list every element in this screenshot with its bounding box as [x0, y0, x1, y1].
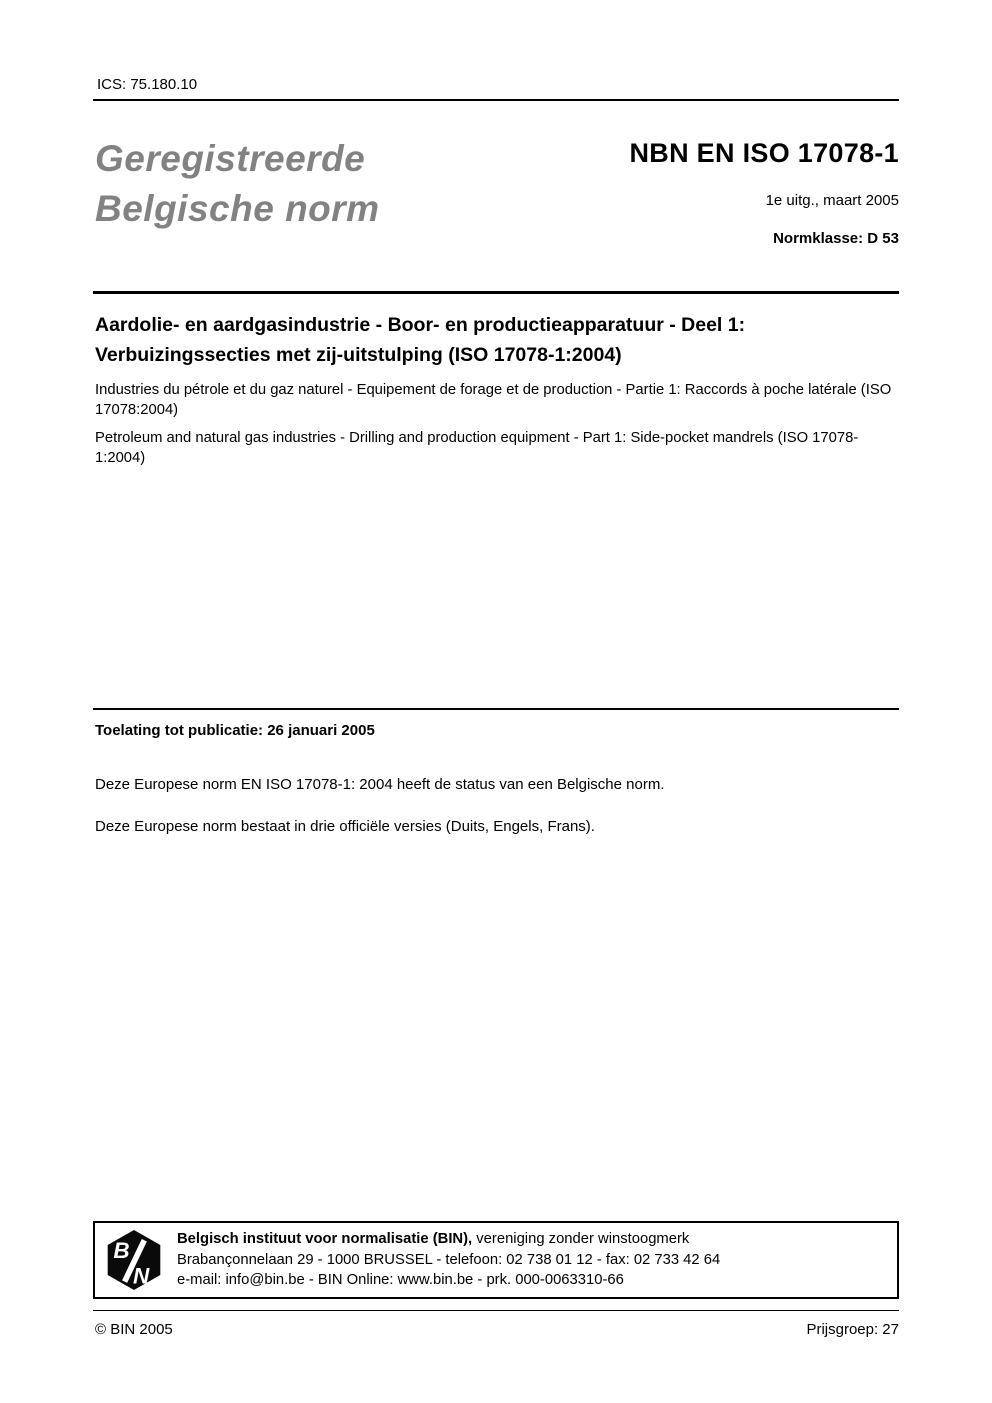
divider-ics: [93, 99, 899, 101]
norm-class: Normklasse: D 53: [773, 230, 899, 247]
bin-logo-letter-n: N: [133, 1263, 150, 1289]
institute-name: Belgisch instituut voor normalisatie (BIN),: [177, 1231, 473, 1248]
norm-number: NBN EN ISO 17078-1: [629, 138, 899, 168]
title-english: Petroleum and natural gas industries - Drilling and production equipment - Part 1: Side-pocket mandrels (ISO 17078-1:2004): [95, 430, 859, 466]
divider-title: [93, 291, 899, 294]
ics-code: ICS: 75.180.10: [97, 76, 198, 93]
title-dutch: Aardolie- en aardgasindustrie - Boor- en productieapparatuur - Deel 1: Verbuizingssecties met zij-uitstulping (ISO 17078-1:2004): [95, 314, 746, 366]
institute-name-suffix: vereniging zonder winstoogmerk: [476, 1231, 690, 1248]
norm-identification-block: [493, 138, 899, 247]
institute-box: [93, 1221, 899, 1299]
title-french: Industries du pétrole et du gaz naturel - Equipement de forage et de production - Partie 1: Raccords à poche latérale (ISO 17078:2004): [95, 382, 892, 418]
copyright: © BIN 2005: [95, 1321, 173, 1338]
institute-name-line: [177, 1229, 720, 1250]
publication-versions: Deze Europese norm bestaat in drie officiële versies (Duits, Engels, Frans).: [95, 818, 595, 835]
document-type-line2: Belgische norm: [95, 188, 380, 229]
divider-publication: [93, 708, 899, 710]
price-group: Prijsgroep: 27: [806, 1321, 899, 1338]
edition-date: 1e uitg., maart 2005: [765, 192, 899, 209]
footer: [95, 1321, 899, 1338]
publication-status: Deze Europese norm EN ISO 17078-1: 2004 heeft de status van een Belgische norm.: [95, 776, 665, 793]
divider-footer: [93, 1310, 899, 1311]
institute-text: [177, 1229, 720, 1291]
bin-logo-icon: [103, 1229, 165, 1291]
document-type-heading: [95, 134, 380, 234]
institute-address: Brabançonnelaan 29 - 1000 BRUSSEL - telefoon: 02 738 01 12 - fax: 02 733 42 64: [177, 1251, 721, 1268]
institute-contact: e-mail: info@bin.be - BIN Online: www.bin.be - prk. 000-0063310-66: [177, 1272, 624, 1289]
bin-logo-letter-b: B: [113, 1238, 130, 1264]
title-block: [95, 310, 901, 468]
document-type-line1: Geregistreerde: [95, 138, 366, 179]
publication-approval: Toelating tot publicatie: 26 januari 2005: [95, 722, 375, 739]
